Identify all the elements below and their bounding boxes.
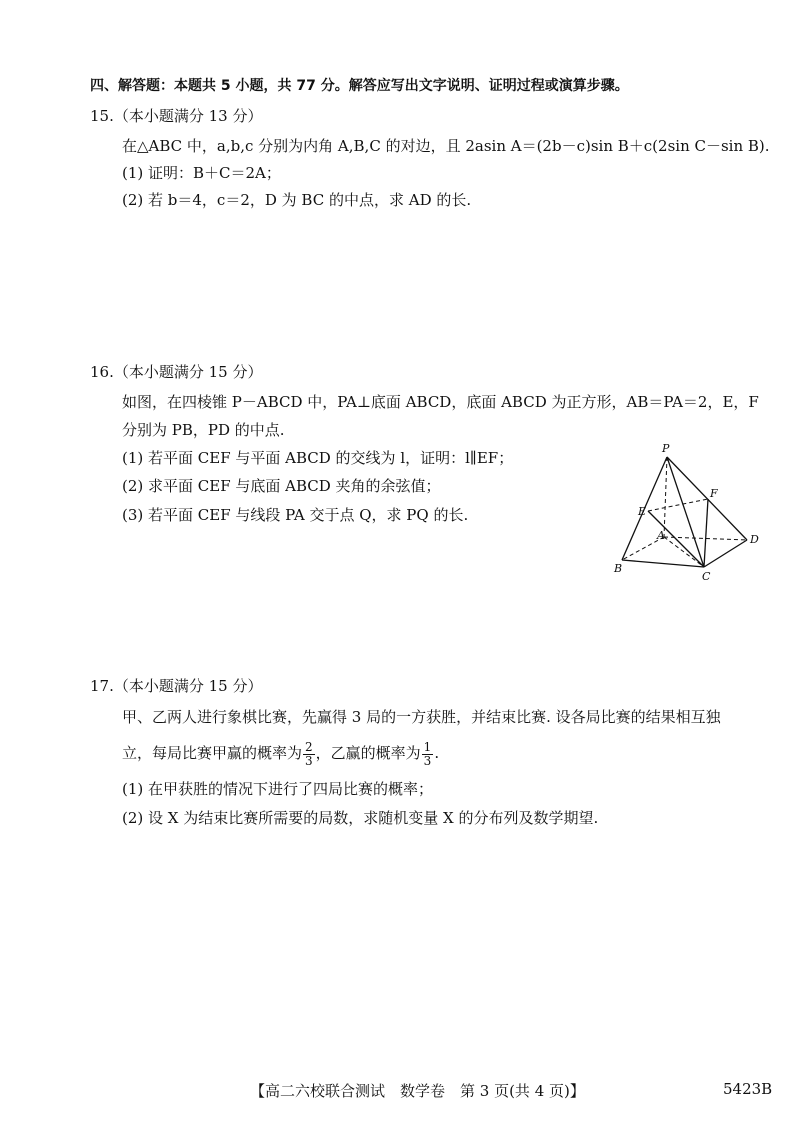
q17-stem-line2 bbox=[122, 740, 439, 768]
edge-EF bbox=[648, 499, 708, 511]
label-A: A bbox=[657, 529, 665, 542]
label-P: P bbox=[662, 442, 670, 455]
q17-heading: 17.（本小题满分 15 分） bbox=[90, 677, 263, 695]
fraction-numerator: 2 bbox=[305, 739, 313, 754]
q16-part2: (2) 求平面 CEF 与底面 ABCD 夹角的余弦值； bbox=[122, 477, 441, 495]
label-F: F bbox=[710, 487, 718, 500]
edge-PA bbox=[664, 457, 667, 537]
fraction-one-third bbox=[422, 741, 434, 768]
edge-BC bbox=[622, 560, 704, 567]
edge-CD bbox=[704, 540, 747, 567]
q17-stem-line1: 甲、乙两人进行象棋比赛，先赢得 3 局的一方获胜，并结束比赛. 设各局比赛的结果相互独 bbox=[122, 708, 721, 726]
q15-heading: 15.（本小题满分 13 分） bbox=[90, 107, 263, 125]
q15-part1: (1) 证明：B＋C＝2A； bbox=[122, 164, 281, 182]
q17-stem-text-b: ，乙赢的概率为 bbox=[315, 744, 421, 762]
q16-part1: (1) 若平面 CEF 与平面 ABCD 的交线为 l，证明：l∥EF； bbox=[122, 449, 514, 467]
q15-stem: 在△ABC 中，a,b,c 分别为内角 A,B,C 的对边，且 2asin A＝(2b－c)sin B＋c(2sin C－sin B). bbox=[122, 137, 770, 155]
fraction-two-thirds bbox=[303, 741, 315, 768]
pyramid-figure bbox=[612, 442, 772, 584]
exam-code: 5423B bbox=[723, 1080, 773, 1098]
label-C: C bbox=[702, 570, 711, 583]
q17-part2: (2) 设 X 为结束比赛所需要的局数，求随机变量 X 的分布列及数学期望. bbox=[122, 809, 599, 827]
label-E: E bbox=[638, 505, 647, 518]
edge-AC bbox=[664, 537, 704, 567]
label-D: D bbox=[750, 533, 759, 546]
q17-stem-text-a: 立，每局比赛甲赢的概率为 bbox=[122, 744, 303, 762]
fraction-numerator: 1 bbox=[423, 739, 432, 754]
edge-PD bbox=[667, 457, 747, 540]
q17-stem-text-c: . bbox=[434, 744, 440, 762]
fraction-denominator: 3 bbox=[423, 753, 432, 768]
q16-heading: 16.（本小题满分 15 分） bbox=[90, 363, 263, 381]
edge-FC bbox=[704, 499, 708, 567]
edge-PC bbox=[667, 457, 704, 567]
page-footer: 【高二六校联合测试 数学卷 第 3 页(共 4 页)】 bbox=[250, 1082, 585, 1100]
fraction-denominator: 3 bbox=[305, 753, 313, 768]
q16-stem-line1: 如图，在四棱锥 P－ABCD 中，PA⊥底面 ABCD，底面 ABCD 为正方形，AB＝PA＝2，E，F bbox=[122, 393, 759, 411]
q17-part1: (1) 在甲获胜的情况下进行了四局比赛的概率； bbox=[122, 780, 434, 798]
q16-part3: (3) 若平面 CEF 与线段 PA 交于点 Q，求 PQ 的长. bbox=[122, 506, 469, 524]
q15-part2: (2) 若 b＝4，c＝2，D 为 BC 的中点，求 AD 的长. bbox=[122, 191, 472, 209]
q16-stem-line2: 分别为 PB，PD 的中点. bbox=[122, 421, 285, 439]
section-header: 四、解答题：本题共 5 小题，共 77 分。解答应写出文字说明、证明过程或演算步骤。 bbox=[90, 78, 629, 94]
label-B: B bbox=[614, 562, 623, 575]
